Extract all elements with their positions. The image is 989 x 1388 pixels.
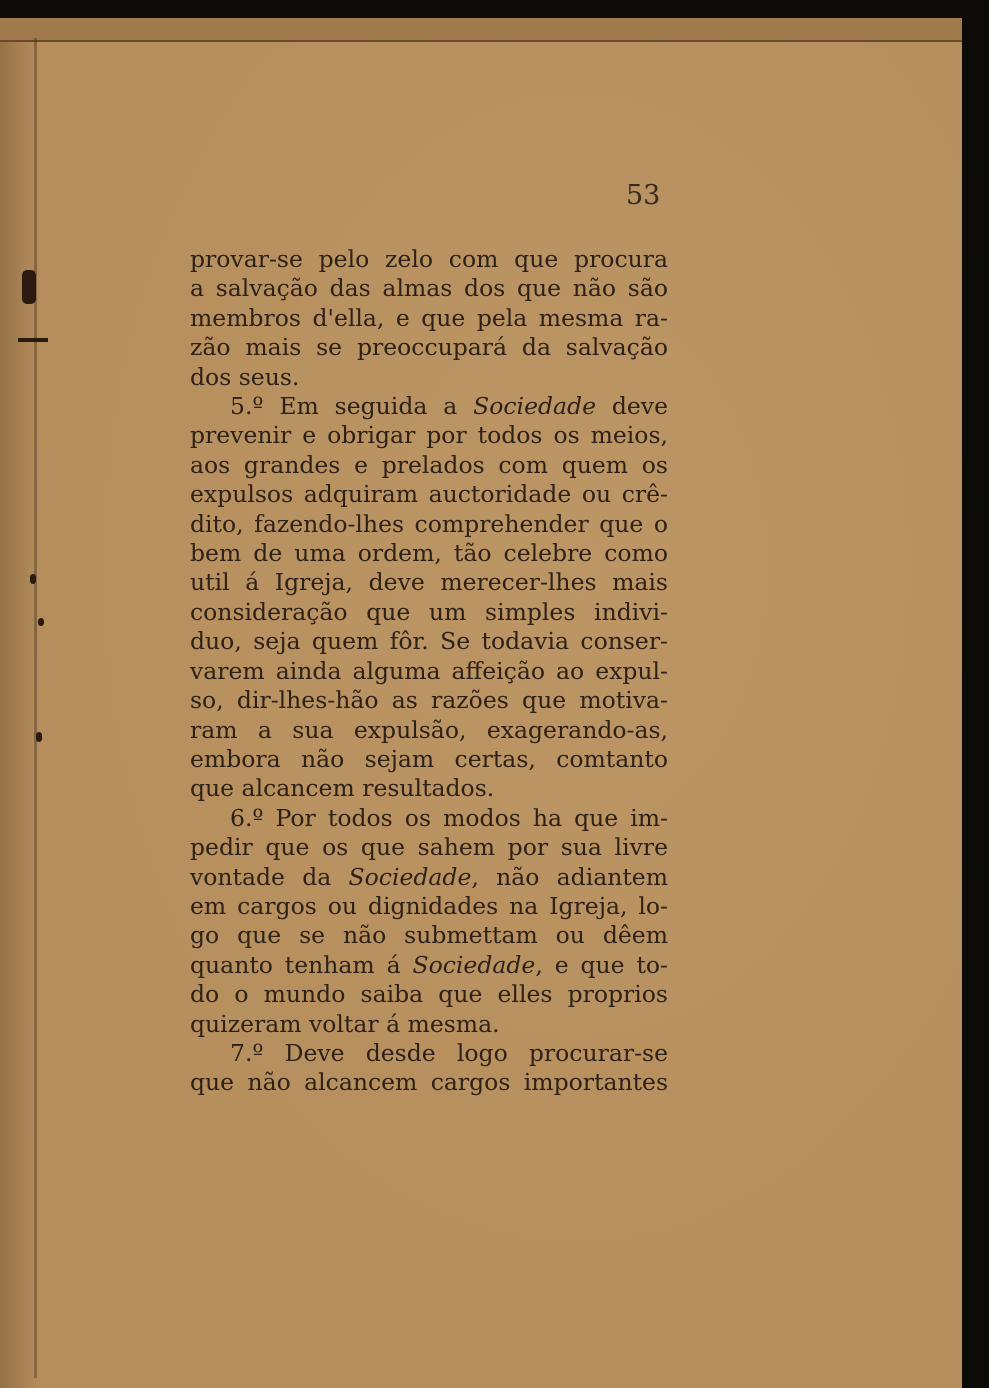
text-line: embora não sejam certas, comtanto xyxy=(190,744,668,773)
margin-mark xyxy=(36,732,42,742)
text-line: zão mais se preoccupará da salvação xyxy=(190,333,668,362)
text-line: go que se não submettam ou dêem xyxy=(190,921,668,950)
margin-mark xyxy=(38,618,44,626)
margin-mark xyxy=(18,338,48,342)
book-page xyxy=(0,18,962,1388)
text-line: do o mundo saiba que elles proprios xyxy=(190,980,668,1009)
text-line: pedir que os que sahem por sua livre xyxy=(190,833,668,862)
text-line: consideração que um simples indivi- xyxy=(190,597,668,626)
text-line: que não alcancem cargos importantes xyxy=(190,1068,668,1097)
page-top-edge xyxy=(0,18,962,42)
text-line: que alcancem resultados. xyxy=(190,774,495,803)
text-line: varem ainda alguma affeição ao expul- xyxy=(190,656,668,685)
text-line: prevenir e obrigar por todos os meios, xyxy=(190,421,668,450)
text-line: duo, seja quem fôr. Se todavia conser- xyxy=(190,627,668,656)
text-line: util á Igreja, deve merecer-lhes mais xyxy=(190,568,668,597)
italic-word: Sociedade xyxy=(348,862,472,891)
text-line: membros d'ella, e que pela mesma ra- xyxy=(190,303,668,332)
margin-mark xyxy=(30,574,36,584)
text-line: expulsos adquiram auctoridade ou crê- xyxy=(190,480,668,509)
paragraph-7-start: 7.º Deve desde logo procurar-se xyxy=(230,1038,668,1067)
margin-mark xyxy=(22,270,36,304)
text-line: a salvação das almas dos que não são xyxy=(190,274,668,303)
text-line: provar-se pelo zelo com que procura xyxy=(190,245,668,273)
text-line: dos seus. xyxy=(190,362,300,391)
text-line: so, dir-lhes-hão as razões que motiva- xyxy=(190,686,668,715)
text-line: aos grandes e prelados com quem os xyxy=(190,450,668,479)
text-line: quanto tenham á Sociedade, e que to- xyxy=(190,950,668,979)
text-line: em cargos ou dignidades na Igreja, lo- xyxy=(190,891,668,920)
text-line: quizeram voltar á mesma. xyxy=(190,1009,500,1038)
italic-word: Sociedade xyxy=(412,950,536,979)
paragraph-6-start: 6.º Por todos os modos ha que im- xyxy=(230,803,668,832)
text-line: ram a sua expulsão, exagerando-as, xyxy=(190,715,668,744)
italic-word: Sociedade xyxy=(473,392,596,421)
page-number: 53 xyxy=(626,180,661,211)
binding-margin xyxy=(34,38,37,1378)
body-text xyxy=(190,245,668,1098)
paragraph-5-start: 5.º Em seguida a Sociedade deve xyxy=(230,392,668,421)
text-line: vontade da Sociedade, não adiantem xyxy=(190,862,668,891)
text-line: bem de uma ordem, tão celebre como xyxy=(190,539,668,568)
text-line: dito, fazendo-lhes comprehender que o xyxy=(190,509,668,538)
